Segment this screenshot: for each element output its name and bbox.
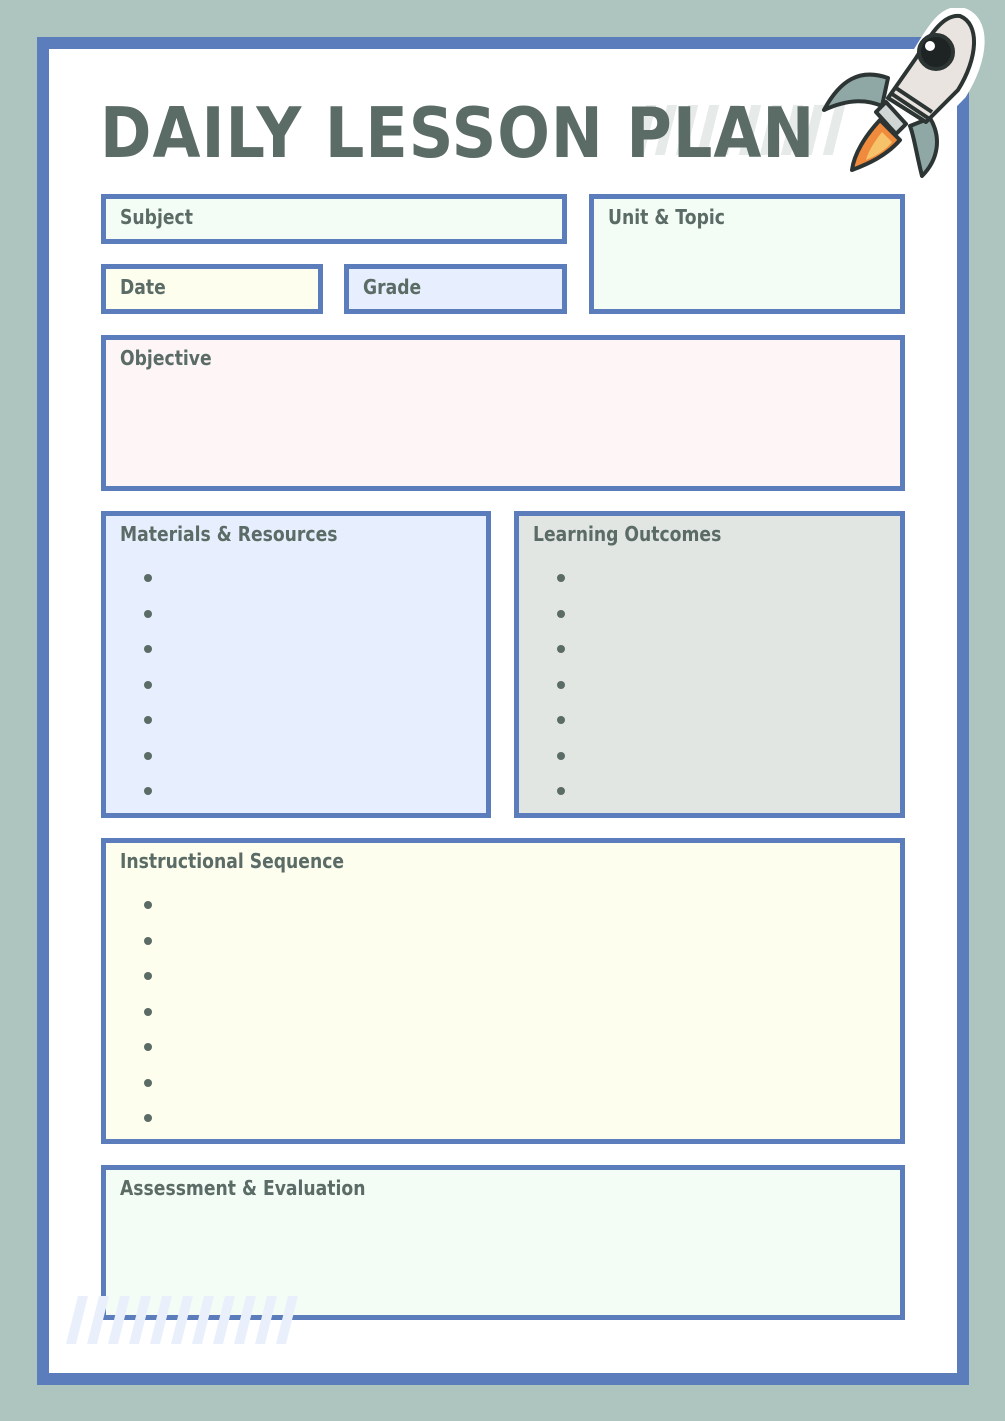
- bullet-point: [144, 972, 152, 980]
- bullet-point: [144, 901, 152, 909]
- bullet-point: [557, 681, 565, 689]
- unit-topic-label: Unit & Topic: [608, 205, 725, 229]
- rocket-icon: [810, 8, 985, 188]
- bullet-point: [557, 752, 565, 760]
- date-label: Date: [120, 275, 166, 299]
- bullet-point: [557, 716, 565, 724]
- instructional-sequence-field[interactable]: [101, 838, 905, 1144]
- bullet-point: [144, 937, 152, 945]
- materials-field[interactable]: [101, 511, 491, 818]
- materials-bullets: [144, 574, 152, 823]
- bullet-point: [144, 1043, 152, 1051]
- bullet-point: [144, 716, 152, 724]
- bullet-point: [144, 1114, 152, 1122]
- bullet-point: [144, 610, 152, 618]
- learning-outcomes-bullets: [557, 574, 565, 823]
- grade-field[interactable]: [344, 264, 567, 314]
- bullet-point: [557, 645, 565, 653]
- materials-label: Materials & Resources: [120, 522, 338, 546]
- instructional-sequence-label: Instructional Sequence: [120, 849, 345, 873]
- learning-outcomes-field[interactable]: [514, 511, 905, 818]
- bullet-point: [557, 574, 565, 582]
- decorative-hatch-bottom: [72, 1296, 292, 1344]
- bullet-point: [144, 787, 152, 795]
- page-title: DAILY LESSON PLAN: [100, 92, 816, 174]
- instructional-sequence-bullets: [144, 901, 152, 1150]
- grade-label: Grade: [363, 275, 422, 299]
- bullet-point: [144, 752, 152, 760]
- bullet-point: [144, 1079, 152, 1087]
- date-field[interactable]: [101, 264, 323, 314]
- assessment-label: Assessment & Evaluation: [120, 1176, 366, 1200]
- bullet-point: [144, 574, 152, 582]
- bullet-point: [144, 1008, 152, 1016]
- subject-field[interactable]: [101, 194, 567, 244]
- objective-label: Objective: [120, 346, 212, 370]
- unit-topic-field[interactable]: [589, 194, 905, 314]
- bullet-point: [557, 787, 565, 795]
- subject-label: Subject: [120, 205, 193, 229]
- bullet-point: [557, 610, 565, 618]
- bullet-point: [144, 681, 152, 689]
- learning-outcomes-label: Learning Outcomes: [533, 522, 722, 546]
- objective-field[interactable]: [101, 335, 905, 491]
- bullet-point: [144, 645, 152, 653]
